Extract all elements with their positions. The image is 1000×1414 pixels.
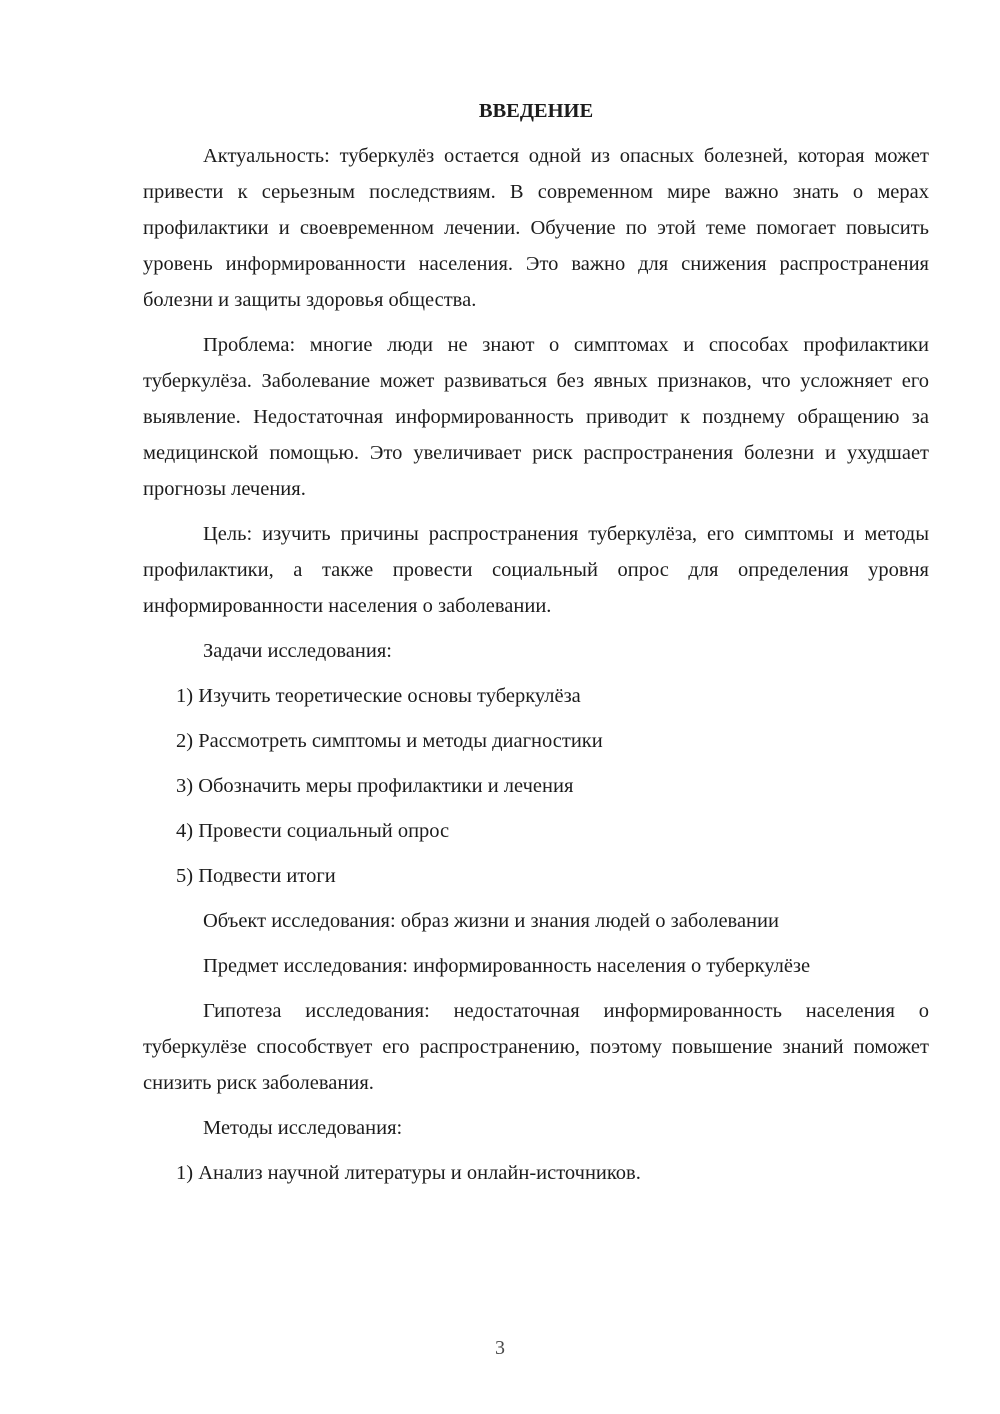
methods-heading: Методы исследования:	[203, 1117, 403, 1139]
task-item: 1) Изучить теоретические основы туберкулёза	[176, 685, 581, 707]
paragraph-object: Объект исследования: образ жизни и знания людей о заболевании	[203, 910, 779, 932]
paragraph-subject: Предмет исследования: информированность населения о туберкулёзе	[203, 955, 811, 977]
method-item: 1) Анализ научной литературы и онлайн-источников.	[176, 1162, 641, 1184]
page-title: ВВЕДЕНИЕ	[478, 100, 594, 122]
task-item: 3) Обозначить меры профилактики и лечения	[176, 775, 574, 797]
paragraph-problem: Проблема: многие люди не знают о симптомах и способах профилактики туберкулёза. Заболевание может развиваться без явных признаков, что усложняет его выявление. Недостаточная информированность приводит к позднему обращению за медицинской помощью. Это увеличивает риск распространения болезни и ухудшает прогнозы лечения.	[143, 334, 929, 500]
paragraph-relevance: Актуальность: туберкулёз остается одной из опасных болезней, которая может привести к серьезным последствиям. В современном мире важно знать о мерах профилактики и своевременном лечении. Обучение по этой теме помогает повысить уровень информированности населения. Это важно для снижения распространения болезни и защиты здоровья общества.	[143, 145, 929, 311]
task-item: 4) Провести социальный опрос	[176, 820, 450, 842]
paragraph-hypothesis: Гипотеза исследования: недостаточная информированность населения о туберкулёзе способствует его распространению, поэтому повышение знаний поможет снизить риск заболевания.	[143, 1000, 929, 1094]
page-number: 3	[495, 1337, 505, 1359]
task-item: 5) Подвести итоги	[176, 865, 336, 887]
tasks-heading: Задачи исследования:	[203, 640, 392, 662]
paragraph-goal: Цель: изучить причины распространения туберкулёза, его симптомы и методы профилактики, а также провести социальный опрос для определения уровня информированности населения о заболевании.	[143, 523, 929, 617]
task-item: 2) Рассмотреть симптомы и методы диагностики	[176, 730, 603, 752]
